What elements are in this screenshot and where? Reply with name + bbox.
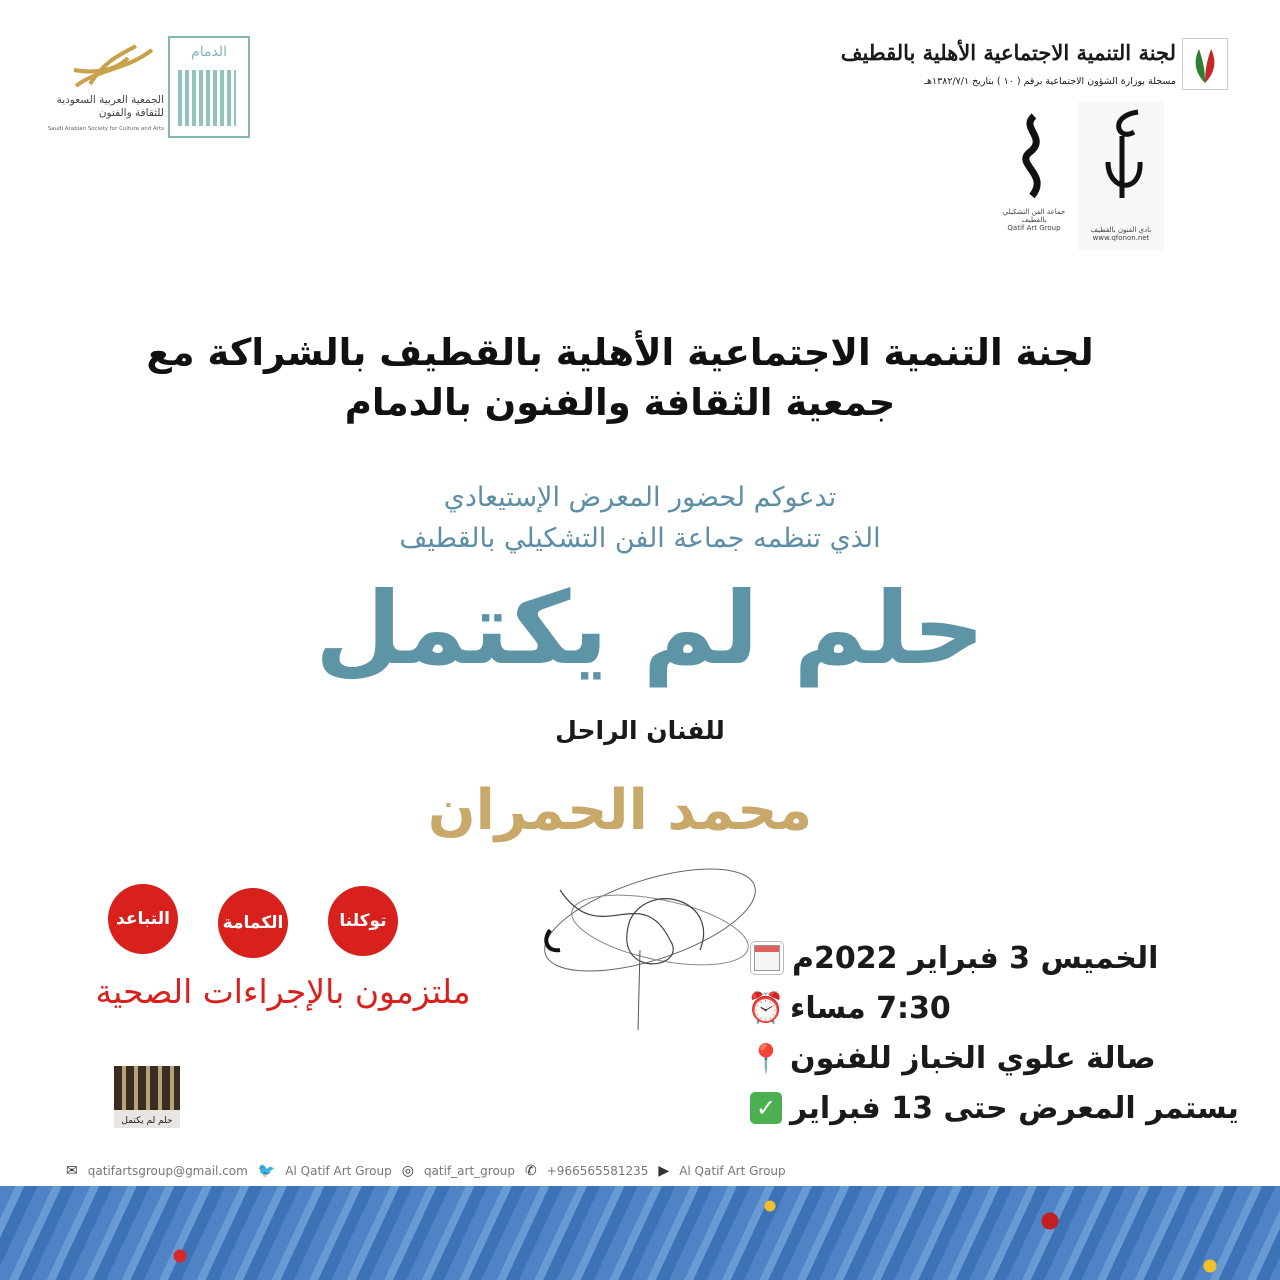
event-duration: يستمر المعرض حتى 13 فبراير	[790, 1090, 1239, 1126]
event-date: الخميس 3 فبراير 2022م	[792, 940, 1159, 976]
tawakkalna-badge: توكلنا	[328, 886, 398, 956]
check-mark-icon: ✓	[750, 1092, 782, 1124]
health-commitment: ملتزمون بالإجراءات الصحية	[95, 972, 471, 1011]
organizers-line-1: لجنة التنمية الاجتماعية الأهلية بالقطيف بالشراكة مع	[146, 331, 1094, 374]
society-name: الجمعية العربية السعودية للثقافة والفنون	[56, 94, 164, 120]
invitation-line-2: الذي تنظمه جماعة الفن التشكيلي بالقطيف	[399, 522, 881, 554]
alarm-clock-icon: ⏰	[747, 990, 785, 1026]
society-name-en: Saudi Arabian Society for Culture and Arts	[47, 126, 164, 132]
book-cover-icon	[114, 1066, 180, 1110]
palm-emblem-icon	[66, 40, 162, 94]
contact-phone[interactable]: +966565581235	[546, 1164, 649, 1178]
event-details	[747, 936, 1239, 1136]
group-badge-caption: جماعة الفن التشكيلي بالقطيف Qatif Art Group	[1002, 208, 1066, 232]
youtube-icon: ▶	[658, 1163, 670, 1179]
painting-strip	[0, 1186, 1280, 1280]
exhibition-book-logo	[114, 1066, 180, 1128]
calendar-icon	[750, 941, 784, 975]
twitter-icon: 🐦	[257, 1163, 276, 1179]
committee-registration: مسجلة بوزارة الشؤون الاجتماعية برقم ( ١٠ ) بتاريخ ١٣٨٢/٧/١هـ	[924, 76, 1176, 87]
dammam-label: الدمام	[191, 44, 227, 60]
contact-youtube[interactable]: Al Qatif Art Group	[679, 1164, 786, 1178]
invitation-line-1: تدعوكم لحضور المعرض الإستيعادي	[443, 482, 837, 513]
leaf-logo-icon	[1182, 38, 1228, 90]
location-pin-icon: 📍	[748, 1041, 784, 1075]
contact-instagram[interactable]: qatif_art_group	[423, 1164, 516, 1178]
artist-signature-icon	[520, 860, 785, 1040]
pattern-icon	[178, 70, 236, 126]
contact-bar	[66, 1160, 786, 1182]
instagram-icon: ◎	[401, 1163, 414, 1179]
event-time: 7:30 مساء	[790, 990, 951, 1026]
distancing-badge: التباعد	[108, 884, 178, 954]
invitation-text	[340, 478, 940, 559]
contact-twitter[interactable]: Al Qatif Art Group	[285, 1164, 392, 1178]
organizers-heading	[140, 328, 1100, 428]
committee-logo	[840, 38, 1228, 96]
venue-row	[750, 1036, 1220, 1080]
phone-icon: ✆	[525, 1163, 537, 1179]
duration-row	[750, 1086, 1239, 1130]
time-row	[747, 986, 1220, 1030]
calligraphy-mark-icon	[1000, 108, 1068, 208]
society-logo	[46, 36, 256, 152]
contact-email[interactable]: qatifartsgroup@gmail.com	[87, 1164, 248, 1178]
committee-title: لجنة التنمية الاجتماعية الأهلية بالقطيف	[840, 40, 1176, 65]
club-badge-caption: نادي الفنون بالقطيف www.qfonon.net	[1090, 226, 1152, 242]
book-logo-caption: حلم لم يكتمل	[121, 1116, 173, 1126]
event-venue: صالة علوي الخباز للفنون	[790, 1040, 1156, 1076]
dammam-branch-logo	[168, 36, 250, 138]
qatif-art-group-badge	[1000, 108, 1068, 240]
late-artist-label: للفنان الراحل	[555, 716, 725, 745]
exhibition-title: حلم لم يكتمل	[315, 570, 985, 687]
mask-badge: الكمامة	[218, 888, 288, 958]
organizers-line-2: جمعية الثقافة والفنون بالدمام	[344, 380, 896, 424]
date-row	[750, 936, 1220, 980]
arts-club-badge	[1078, 102, 1164, 250]
artist-name: محمد الحمران	[427, 778, 813, 843]
calligraphy-club-icon	[1078, 102, 1164, 214]
email-icon: ✉	[66, 1163, 78, 1179]
